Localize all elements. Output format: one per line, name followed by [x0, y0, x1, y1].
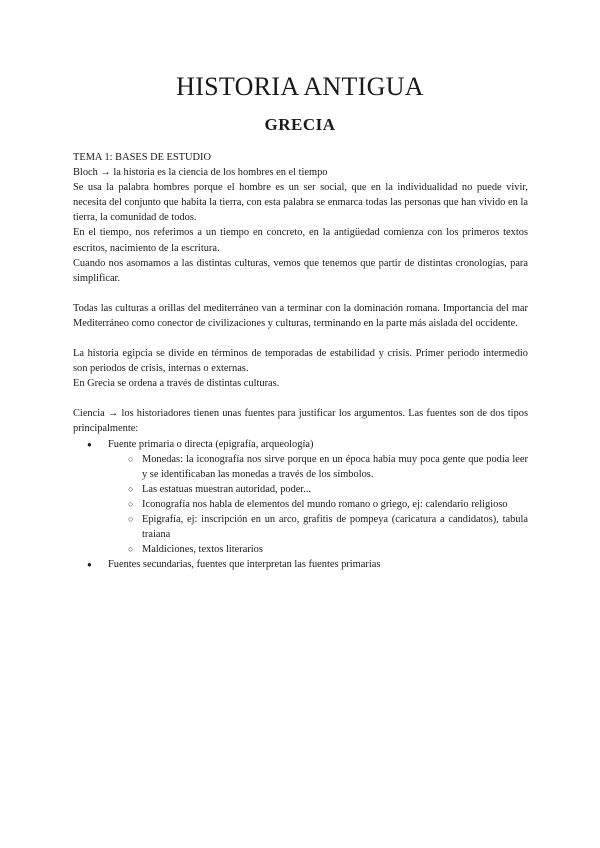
spacer [73, 331, 528, 346]
hollow-bullet-icon: ○ [128, 513, 134, 524]
primary-sources-sublist [108, 452, 528, 558]
bullet-icon: ● [87, 439, 92, 449]
topic-heading: TEMA 1: BASES DE ESTUDIO [73, 152, 211, 163]
document-title: HISTORIA ANTIGUA [176, 72, 424, 101]
sublist-item [108, 512, 528, 542]
paragraph: Todas las culturas a orillas del mediterráneo van a terminar con la dominación romana. Importancia del mar Mediterráneo como conector de civilizaciones y culturas, terminando en la parte más aislada del occidente. [73, 302, 528, 329]
paragraph: Cuando nos asomamos a las distintas culturas, vemos que tenemos que partir de distintas cronologías, para simplificar. [73, 257, 528, 284]
spacer [73, 391, 528, 406]
sublist-item-text: Epigrafía, ej: inscripción en un arco, grafitis de pompeya (caricatura a candidatos), tabula traiana [142, 513, 528, 541]
bullet-icon: ● [87, 560, 92, 570]
sublist-item-text: Las estatuas muestran autoridad, poder... [142, 483, 312, 495]
hollow-bullet-icon: ○ [128, 498, 134, 509]
document-body [73, 150, 528, 572]
paragraph: En el tiempo, nos referimos a un tiempo en concreto, en la antigüedad comienza con los primeros textos escritos, nacimiento de la escritura. [73, 227, 528, 254]
list-item [73, 437, 528, 558]
list-item-text: Fuente primaria o directa (epigrafía, arqueología) [108, 438, 314, 450]
list-item [73, 557, 528, 572]
sublist-item [108, 452, 528, 482]
spacer [73, 286, 528, 301]
list-item-text: Fuentes secundarias, fuentes que interpretan las fuentes primarias [108, 559, 381, 571]
sublist-item [108, 497, 528, 512]
sources-list [73, 437, 528, 573]
hollow-bullet-icon: ○ [128, 453, 134, 464]
paragraph: Ciencia → los historiadores tienen unas fuentes para justificar los argumentos. Las fuentes son de dos tipos principalmente: [73, 408, 528, 435]
sublist-item [108, 482, 528, 497]
sublist-item [108, 542, 528, 557]
sublist-item-text: Monedas: la iconografía nos sirve porque en un época había muy poca gente que podía leer y se identificaban las monedas a través de los símbolos. [142, 453, 528, 480]
paragraph: Bloch → la historia es la ciencia de los hombres en el tiempo [73, 167, 328, 179]
hollow-bullet-icon: ○ [128, 544, 134, 555]
sublist-item-text: Maldiciones, textos literarios [142, 544, 263, 556]
sublist-item-text: Iconografía nos habla de elementos del mundo romano o griego, ej: calendario religioso [142, 498, 508, 510]
paragraph: En Grecia se ordena a través de distintas culturas. [73, 378, 280, 390]
paragraph: Se usa la palabra hombres porque el hombre es un ser social, que en la individualidad no puede vivir, necesita del conjunto que habita la tierra, con esta palabra se enmarca todas las personas que han vivido en la tierra, la comunidad de todos. [73, 182, 528, 224]
paragraph: La historia egipcia se divide en términos de temporadas de estabilidad y crisis. Primer periodo intermedio son periodos de crisis, internas o externas. [73, 348, 528, 375]
hollow-bullet-icon: ○ [128, 483, 134, 494]
document-subtitle: GRECIA [264, 115, 336, 134]
